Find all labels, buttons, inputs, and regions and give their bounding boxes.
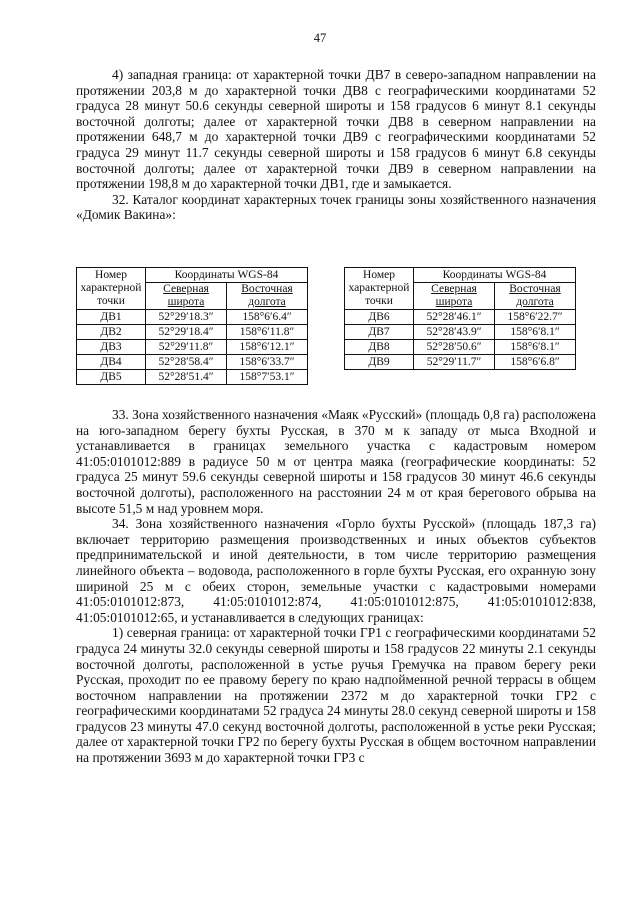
- table-cell: ДВ4: [77, 355, 146, 370]
- table-cell: 158°6′8.1″: [495, 340, 576, 355]
- table-cell: 158°6′11.8″: [227, 325, 308, 340]
- table-cell: 52°28′51.4″: [146, 370, 227, 385]
- table-cell: 158°6′22.7″: [495, 310, 576, 325]
- table-cell: 52°29′11.7″: [414, 355, 495, 370]
- page-number: 47: [313, 31, 327, 45]
- table-cell: ДВ5: [77, 370, 146, 385]
- table-row: [77, 325, 308, 340]
- table-cell: ДВ8: [345, 340, 414, 355]
- table-row: [345, 340, 576, 355]
- table-cell: ДВ7: [345, 325, 414, 340]
- table-cell: ДВ6: [345, 310, 414, 325]
- table-cell: 52°28′43.9″: [414, 325, 495, 340]
- table-row: [77, 355, 308, 370]
- header-latitude: Северная широта: [146, 283, 227, 310]
- table-cell: 52°28′50.6″: [414, 340, 495, 355]
- table-row: [77, 340, 308, 355]
- header-latitude: Северная широта: [414, 283, 495, 310]
- table-cell: 158°6′6.8″: [495, 355, 576, 370]
- table-row: [345, 325, 576, 340]
- table-cell: 158°6′8.1″: [495, 325, 576, 340]
- table-row: [345, 355, 576, 370]
- coordinates-table-left: [76, 267, 308, 385]
- table-cell: 158°7′53.1″: [227, 370, 308, 385]
- header-longitude: Восточная долгота: [495, 283, 576, 310]
- header-coords: Координаты WGS-84: [414, 268, 576, 283]
- table-cell: ДВ1: [77, 310, 146, 325]
- table-cell: 158°6′12.1″: [227, 340, 308, 355]
- text-block-top: [76, 67, 596, 223]
- table-cell: 52°29′18.3″: [146, 310, 227, 325]
- table-row: [345, 310, 576, 325]
- paragraph-zone-33: 33. Зона хозяйственного назначения «Маяк «Русский» (площадь 0,8 га) расположена на юго-западном берегу бухты Русская, в 370 м к западу от мыса Входной и устанавливается в границах земельного участка с кадастровым номером 41:05:0101012:889 в радиусе 50 м от центра маяка (географические координаты: 52 градуса 25 минут 59.6 секунды северной широты и 158 градусов 30 минут 46.6 секунды восточной долготы), расположенного на расстоянии 24 м от края берегового обрыва на высоте 51,5 м над уровнем моря.: [76, 407, 596, 516]
- table-cell: 52°29′11.8″: [146, 340, 227, 355]
- paragraph-catalog-intro: 32. Каталог координат характерных точек границы зоны хозяйственного назначения «Домик Вакина»:: [76, 191, 596, 223]
- table-cell: 158°6′33.7″: [227, 355, 308, 370]
- table-cell: ДВ3: [77, 340, 146, 355]
- header-coords: Координаты WGS-84: [146, 268, 308, 283]
- header-point-number: Номер характерной точки: [345, 268, 414, 310]
- table-row: [77, 310, 308, 325]
- paragraph-west-boundary: 4) западная граница: от характерной точки ДВ7 в северо-западном направлении на протяжении 203,8 м до характерной точки ДВ8 с географическими координатами 52 градуса 28 минут 50.6 секунды северной широты и 158 градусов 6 минут 8.1 секунды восточной долготы; далее от характерной точки ДВ8 в северном направлении на протяжении 648,7 м до характерной точки ДВ9 с географическими координатами 52 градуса 29 минут 11.7 секунды северной широты и 158 градусов 6 минут 6.8 секунды восточной долготы; далее от характерной точки ДВ9 в северном направлении на протяжении 198,8 м до характерной точки ДВ1, где и замыкается.: [76, 67, 596, 192]
- coordinates-table-right: [344, 267, 576, 370]
- table-cell: 52°28′46.1″: [414, 310, 495, 325]
- paragraph-zone-34: 34. Зона хозяйственного назначения «Горло бухты Русской» (площадь 187,3 га) включает территорию размещения производственных и иных объектов субъектов предпринимательской и иной деятельности, в том числе территорию размещения линейного объекта – водовода, расположенного в горле бухты Русская, его охранную зону шириной 25 м с обеих сторон, земельные участки с кадастровыми номерами 41:05:0101012:873, 41:05:0101012:874, 41:05:0101012:875, 41:05:0101012:838, 41:05:0101012:65, и устанавливается в следующих границах:: [76, 516, 596, 625]
- table-cell: 52°28′58.4″: [146, 355, 227, 370]
- header-point-number: Номер характерной точки: [77, 268, 146, 310]
- table-cell: 158°6′6.4″: [227, 310, 308, 325]
- table-cell: ДВ9: [345, 355, 414, 370]
- paragraph-north-boundary: 1) северная граница: от характерной точки ГР1 с географическими координатами 52 градуса 24 минуты 32.0 секунды северной широты и 158 градусов 22 минуты 2.1 секунды восточной долготы, расположенной в устье ручья Гремучка на правом берегу реки Русская, проходит по ее правому берегу по краю надпойменной речной террасы в общем восточном направлении на протяжении 2372 м до характерной точки ГР2 с географическими координатами 52 градуса 24 минуты 28.0 секунд северной широты и 158 градусов 23 минуты 47.0 секунд восточной долготы, расположенной в устье реки Русская; далее от характерной точки ГР2 по берегу бухты Русская в общем восточном направлении на протяжении 3693 м до характерной точки ГР3 с: [76, 625, 596, 766]
- text-block-bottom: [76, 407, 596, 766]
- table-cell: ДВ2: [77, 325, 146, 340]
- table-row: [77, 370, 308, 385]
- table-cell: 52°29′18.4″: [146, 325, 227, 340]
- header-longitude: Восточная долгота: [227, 283, 308, 310]
